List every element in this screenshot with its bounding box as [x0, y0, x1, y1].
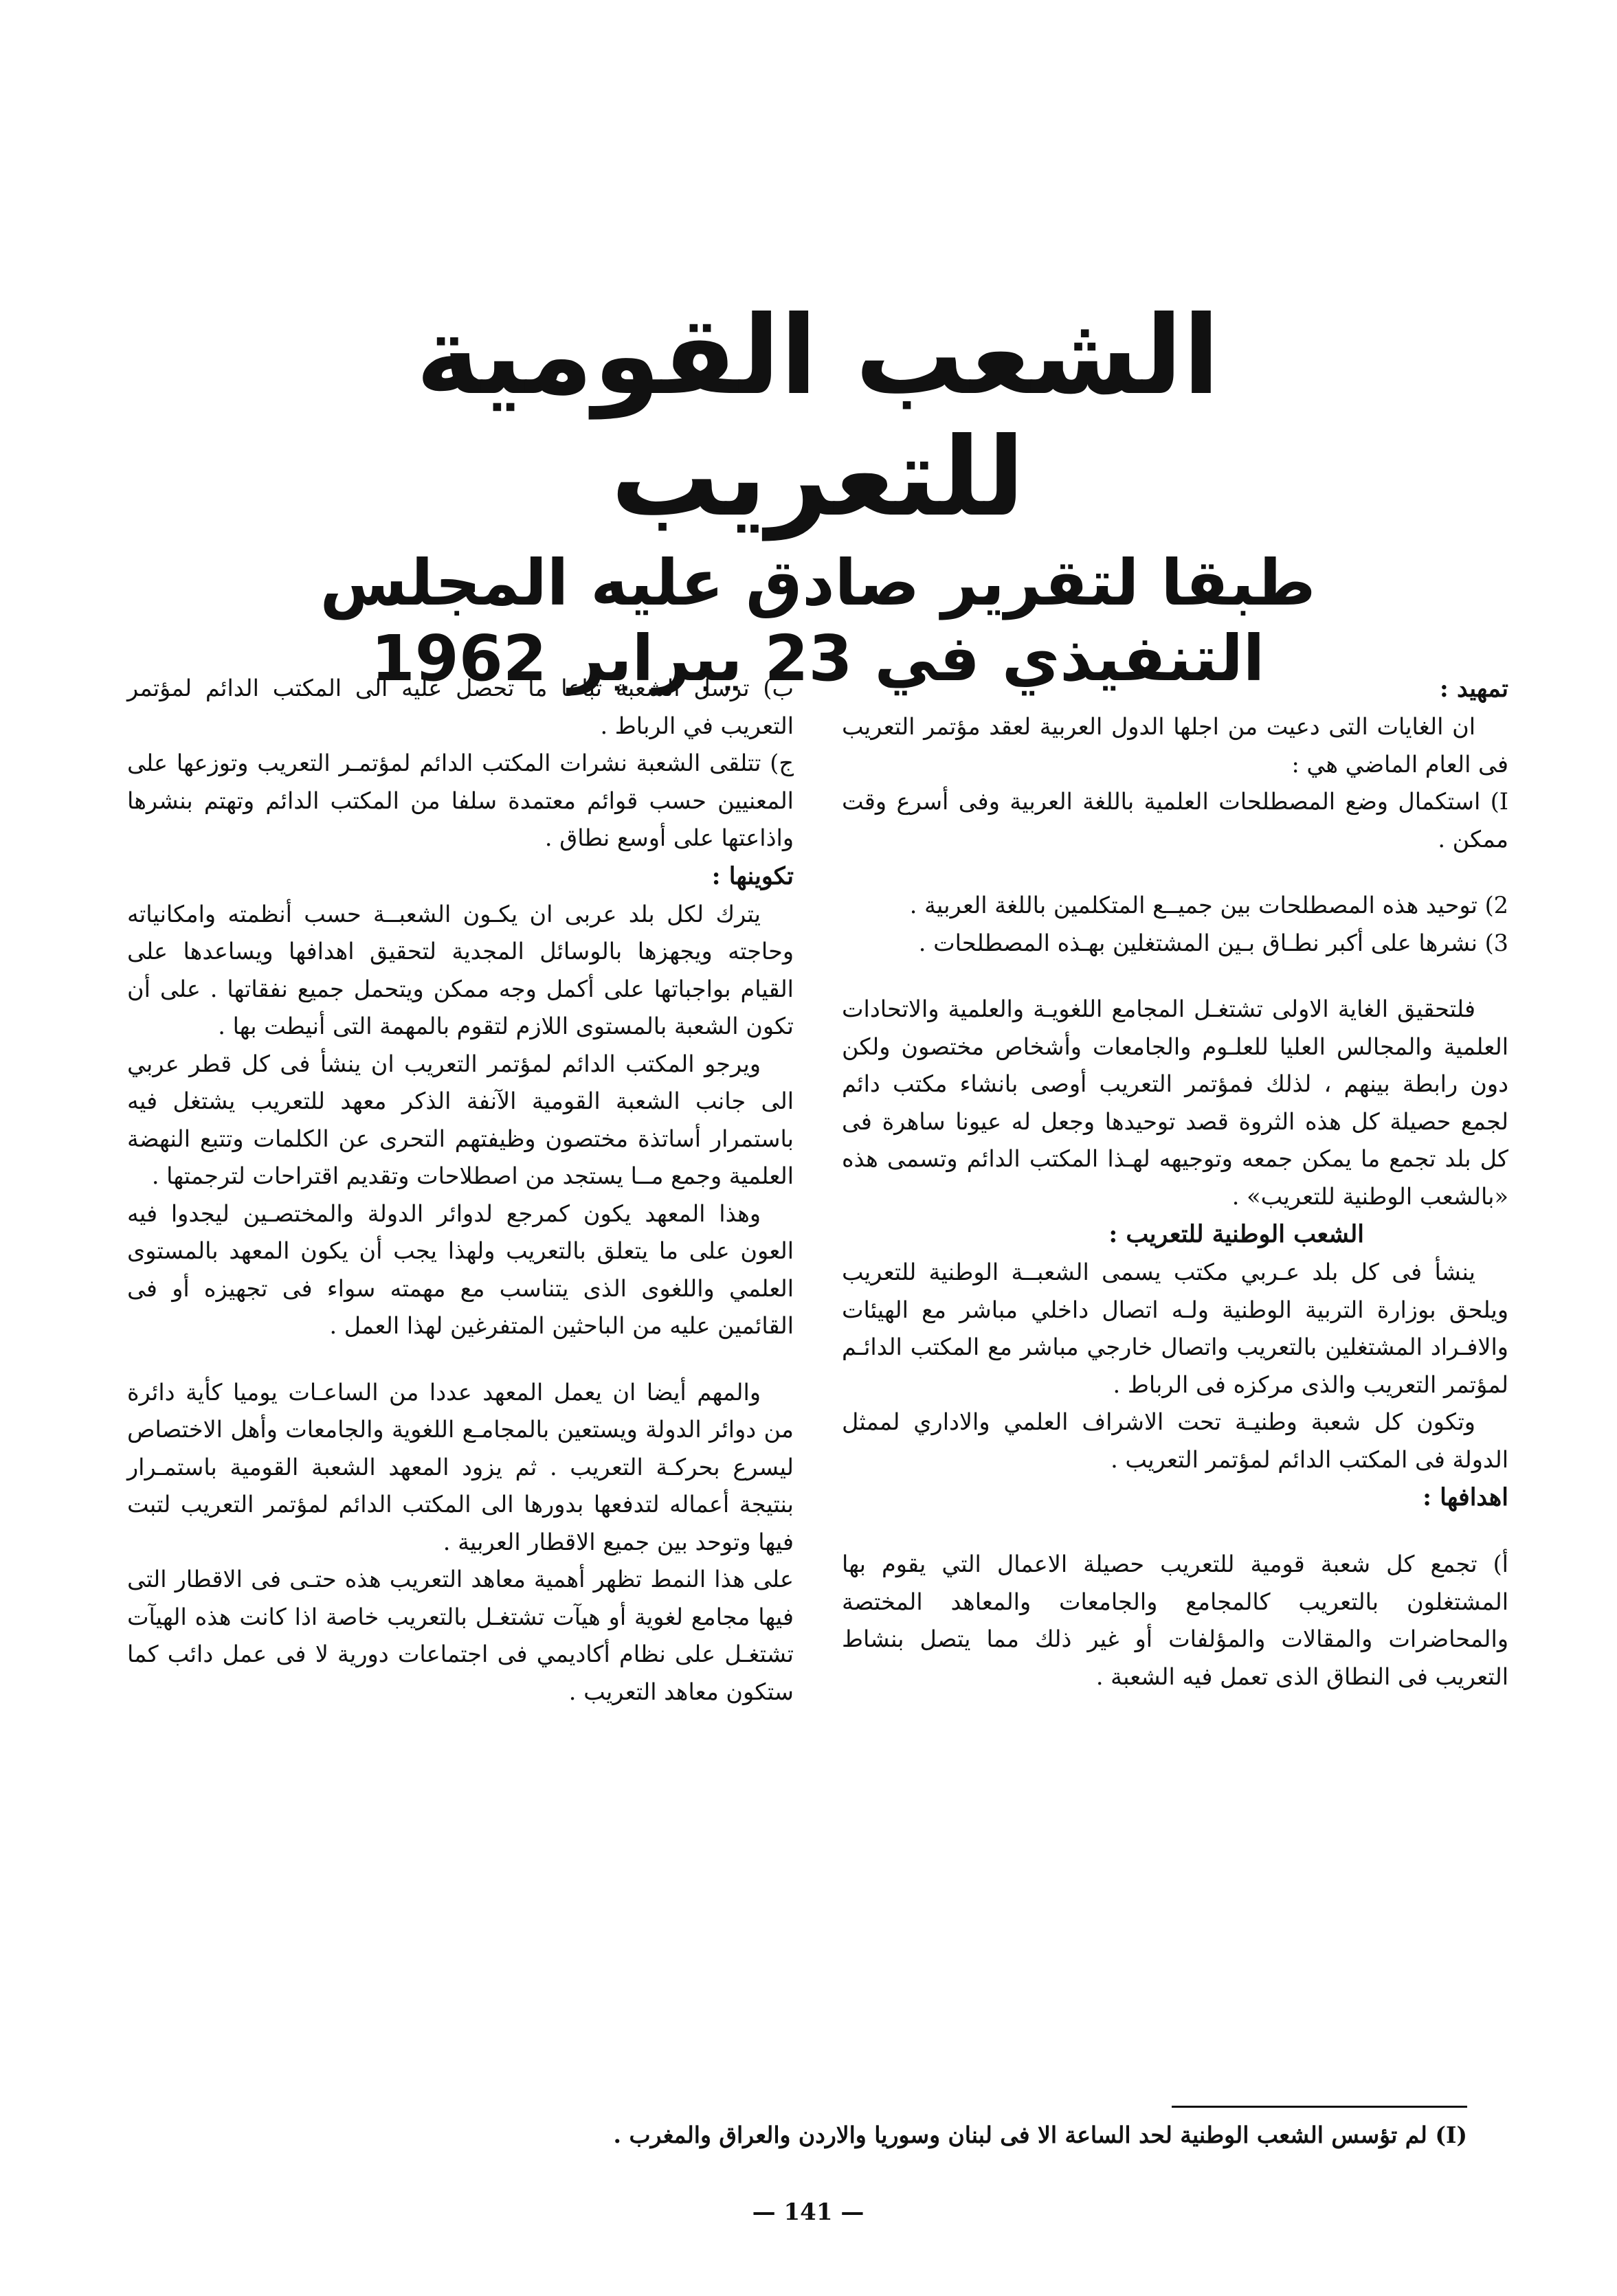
footnote-divider — [1172, 2106, 1467, 2108]
page-subtitle: طبقا لتقرير صادق عليه المجلس التنفيذي في 23 يبراير 1962 — [320, 545, 1316, 696]
institute-role-paragraph: وهذا المعهد يكون كمرجع لدوائر الدولة والمختصـين ليجدوا فيه العون على ما يتعلق بالتعريب ولهذا يجب أن يكون المعهد بالمستوى العلمي واللغوى الذى يتناسب مع مهمته سواء فى تجهيزه أو فى القائمين عليه من الباحثين المتفرغين لهذا العمل . — [127, 1200, 794, 1339]
aim-item-a: أ) تجمع كل شعبة قومية للتعريب حصيلة الاعمال التي يقوم بها المشتغلون بالتعريب كالمجامع والجامعات والمعاهد المختصة والمحاضرات والمقالات والمؤلفات أو غير ذلك مما يتصل بنشاط التعريب فى النطاق الذى تعمل فيه الشعبة . — [842, 1551, 1508, 1690]
supervision-paragraph: وتكون كل شعبة وطنيـة تحت الاشراف العلمي والاداري لممثل الدولة فى المكتب الدائم لمؤتمر التعريب . — [842, 1408, 1508, 1473]
formation-heading: تكوينها : — [711, 862, 794, 890]
preface-paragraph: ان الغايات التى دعيت من اجلها الدول العربية لعقد مؤتمر التعريب فى العام الماضي هي : — [842, 713, 1508, 778]
importance-paragraph: على هذا النمط تظهر أهمية معاهد التعريب هذه حتـى فى الاقطار التى فيها مجامع لغوية أو هيآت تشتغـل بالتعريب خاصة اذا كانت هذه الهيآت تشتغـل على نظام أكاديمي فى اجتماعات دورية لا فى عمل دائب كما ستكون معاهد التعريب . — [127, 1566, 794, 1705]
preface-heading: تمهيد : — [1439, 675, 1508, 703]
footnote: (I) لم تؤسس الشعب الوطنية لحد الساعة الا فى لبنان وسوريا والاردن والعراق والمغرب . — [613, 2121, 1467, 2148]
national-branches-paragraph: ينشأ فى كل بلد عـربي مكتب يسمى الشعبــة الوطنية للتعريب ويلحق بوزارة التربية الوطنية ولـه اتصال داخلي مباشر مع الهيئات والافـراد المشتغلين بالتعريب واتصال خارجي مباشر مع المكتب الدائـم لمؤتمر التعريب والذى مركزه فى الرباط . — [842, 1259, 1508, 1398]
national-branches-heading: الشعب الوطنية للتعريب : — [1108, 1220, 1364, 1248]
aims-heading: اهدافها : — [1423, 1483, 1508, 1511]
page-number: — 141 — — [752, 2198, 865, 2226]
aim-item-b: ب) ترسل الشعبة تباعا ما تحصل عليه الى المكتب الدائم لمؤتمر التعريب في الرباط . — [127, 675, 794, 739]
goal-item-1: I) استكمال وضع المصطلحات العلمية باللغة العربية وفى أسرع وقت ممكن . — [842, 788, 1508, 853]
formation-paragraph: يترك لكل بلد عربى ان يكـون الشعبــة حسب أنظمته وامكانياته وحاجته ويجهزها بالوسائل المجدية لتحقيق اهدافها ويساعدها على القيام بواجباتها على أكمل وجه ممكن ويتحمل جميع نفقاتها . على أن تكون الشعبة بالمستوى اللازم لتقوم بالمهمة التى أنيطت بها . — [127, 900, 794, 1039]
institute-paragraph: ويرجو المكتب الدائم لمؤتمر التعريب ان ينشأ فى كل قطر عربي الى جانب الشعبة القومية الآنفة الذكر معهد للتعريب يشتغل فيه باستمرار أساتذة مختصون وظيفتهم التحرى عن الكلمات وتتبع النهضة العلمية وجمع مــا يستجد من اصطلاحات وتقديم اقتراحات لترجمتها . — [127, 1050, 794, 1189]
aim-item-c: ج) تتلقى الشعبة نشرات المكتب الدائم لمؤتمـر التعريب وتوزعها على المعنيين حسب قوائم معتمدة سلفا من المكتب الدائم وتهتم بنشرها واذاعتها على أوسع نطاق . — [127, 750, 794, 851]
goal-item-3: 3) نشرها على أكبر نطـاق بـين المشتغلين بهـذه المصطلحات . — [918, 929, 1508, 956]
title-block — [192, 295, 1443, 697]
goal-item-2: 2) توحيد هذه المصطلحات بين جميــع المتكلمين باللغة العربية . — [909, 892, 1508, 919]
institute-hours-paragraph: والمهم أيضا ان يعمل المعهد عددا من الساعـات يوميا كأية دائرة من دوائر الدولة ويستعين بالمجامـع اللغوية والجامعات وأهل الاختصاص ليسرع بحركـة التعريب . ثم يزود المعهد الشعبة القومية باستمـرار بنتيجة أعماله لتدفعها بدورها الى المكتب الدائم لمؤتمر التعريب لتبت فيها وتوحد بين جميع الاقطار العربية . — [127, 1378, 794, 1555]
right-column — [842, 670, 1508, 1696]
goal-implementation-paragraph: فلتحقيق الغاية الاولى تشتغـل المجامع اللغويـة والعلمية والاتحادات العلمية والمجالس العليا للعلـوم والجامعات وأشخاص مختصون ولكن دون رابطة بينهم ، لذلك فمؤتمر التعريب أوصى بانشاء مكتب دائم لجمع حصيلة كل هذه الثروة قصد توحيدها وجعل له عيونا ساهرة فى كل بلد تجمع ما يمكن جمعه وتوجيهه لهـذا المكتب الدائم وتسمى هذه «بالشعب الوطنية للتعريب» . — [842, 995, 1508, 1210]
left-column — [127, 670, 794, 1711]
page-title: الشعب القومية للتعريب — [415, 293, 1220, 541]
